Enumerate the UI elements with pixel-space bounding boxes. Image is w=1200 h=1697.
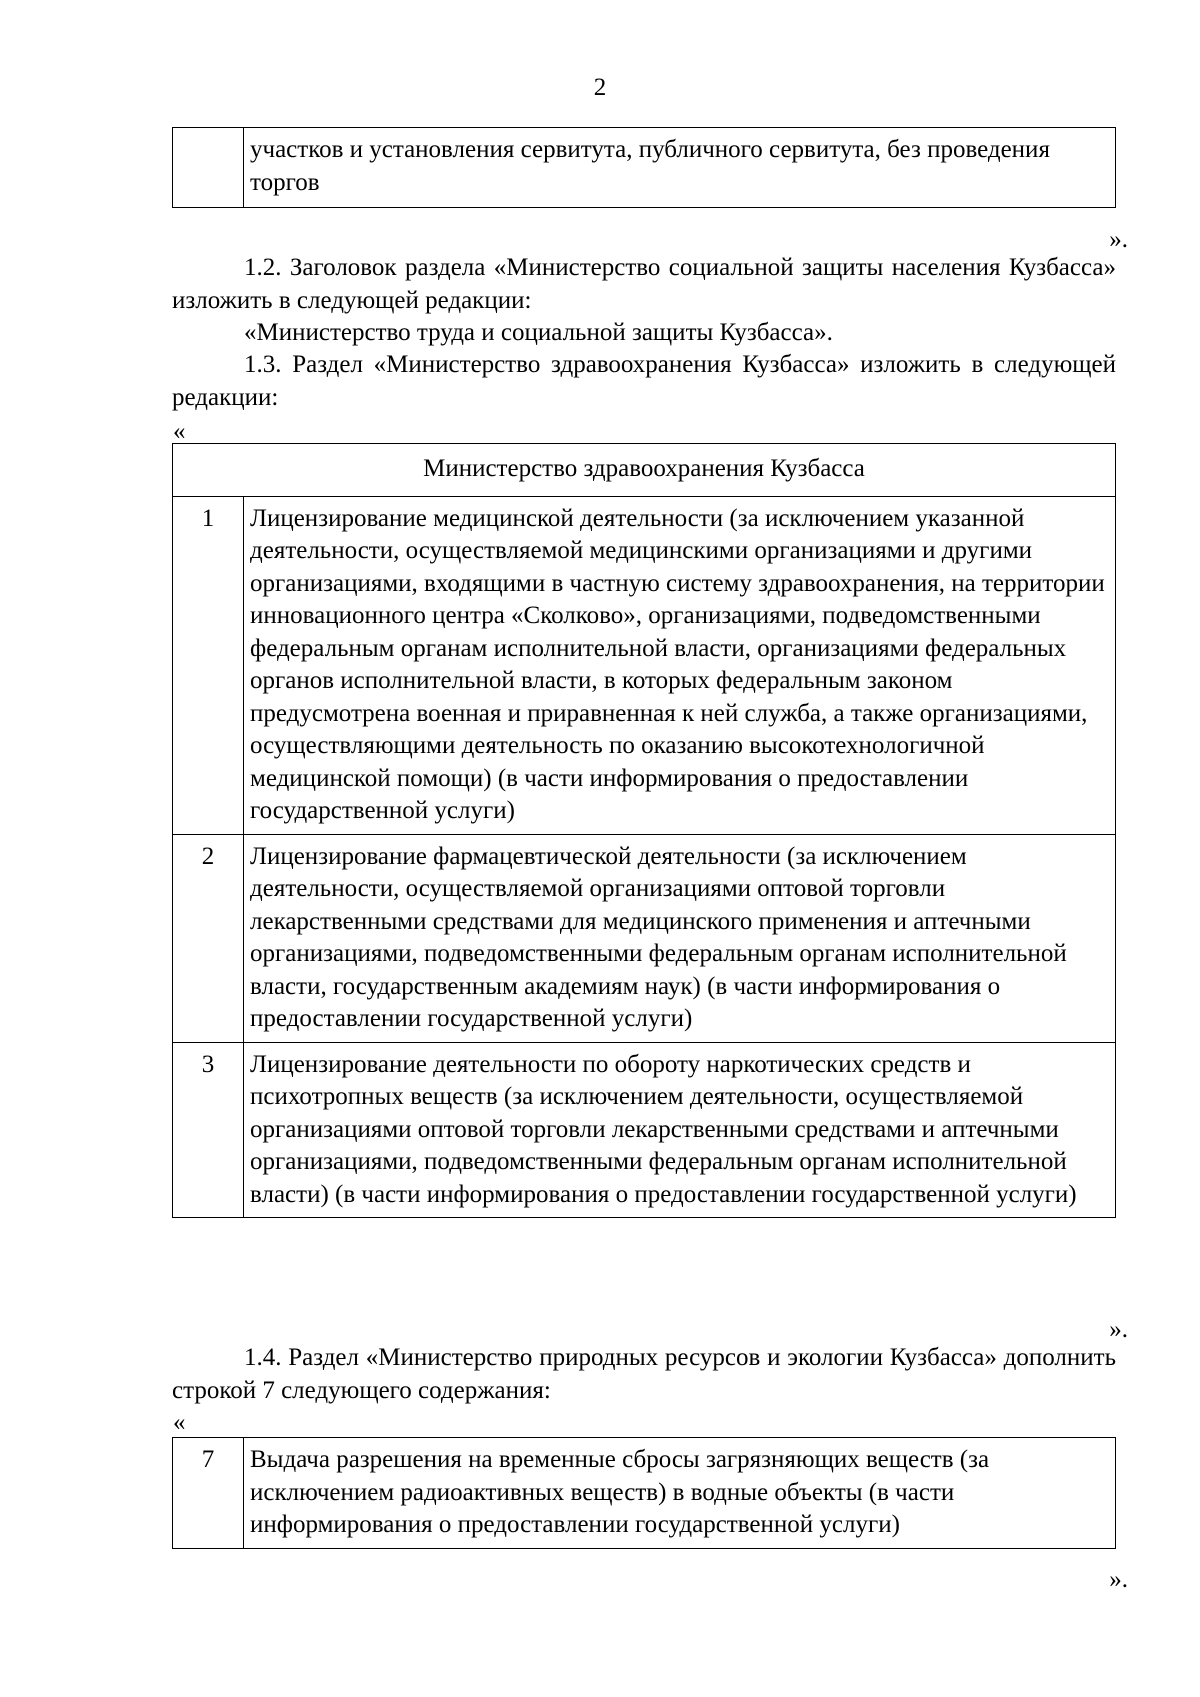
health-table [172, 443, 1116, 1218]
table-row [173, 1438, 1116, 1549]
row-text: Лицензирование медицинской деятельности (за исключением указанной деятельности, осуществляемой медицинскими организациями и другими организациями, входящими в частную систему здравоохранения, на территории инновационного центра «Сколково», организациями, подведомственными федеральным органам исполнительной власти, организациями федеральных органов исполнительной власти, в которых федеральным законом предусмотрена военная и приравненная к ней служба, а также организациями, осуществляющими деятельность по оказанию высокотехнологичной медицинской помощи) (в части информирования о предоставлении государственной услуги) [244, 496, 1116, 834]
row-number: 7 [173, 1438, 244, 1549]
row-number: 2 [173, 834, 244, 1042]
opening-quote: « [173, 1409, 186, 1436]
table-row [173, 496, 1116, 834]
row-text: Выдача разрешения на временные сбросы загрязняющих веществ (за исключением радиоактивных веществ) в водные объекты (в части информирования о предоставлении государственной услуги) [244, 1438, 1116, 1549]
table-header: Министерство здравоохранения Кузбасса [173, 444, 1116, 497]
paragraph-1-2-new-title: «Министерство труда и социальной защиты Кузбасса». [244, 319, 833, 346]
table-row [173, 128, 1116, 208]
closing-quote: ». [1109, 1566, 1128, 1593]
row-number: 1 [173, 496, 244, 834]
paragraph-1-3: 1.3. Раздел «Министерство здравоохранения Кузбасса» изложить в следующей редакции: [172, 351, 1116, 411]
row-text: Лицензирование фармацевтической деятельности (за исключением деятельности, осуществляемой организациями оптовой торговли лекарственными средствами для медицинского применения и аптечными организациями, подведомственными федеральным органам исполнительной власти, государственным академиям наук) (в части информирования о предоставлении государственной услуги) [244, 834, 1116, 1042]
paragraph-1-2: 1.2. Заголовок раздела «Министерство социальной защиты населения Кузбасса» изложить в следующей редакции: [172, 254, 1116, 314]
table-cell-text: участков и установления сервитута, публичного сервитута, без проведения торгов [244, 128, 1116, 208]
table-row [173, 834, 1116, 1042]
paragraph-1-4: 1.4. Раздел «Министерство природных ресурсов и экологии Кузбасса» дополнить строкой 7 следующего содержания: [172, 1344, 1116, 1404]
opening-quote: « [173, 418, 186, 445]
closing-quote: ». [1109, 1316, 1128, 1343]
table-header-row [173, 444, 1116, 497]
page-number: 2 [593, 74, 607, 101]
eco-table [172, 1437, 1116, 1549]
row-text: Лицензирование деятельности по обороту наркотических средств и психотропных веществ (за исключением деятельности, осуществляемой организациями оптовой торговли лекарственными средствами и аптечными организациями, подведомственными федеральным органам исполнительной власти) (в части информирования о предоставлении государственной услуги) [244, 1042, 1116, 1218]
table-row [173, 1042, 1116, 1218]
row-number: 3 [173, 1042, 244, 1218]
closing-quote: ». [1109, 226, 1128, 253]
top-table [172, 127, 1116, 208]
table-cell-number [173, 128, 244, 208]
